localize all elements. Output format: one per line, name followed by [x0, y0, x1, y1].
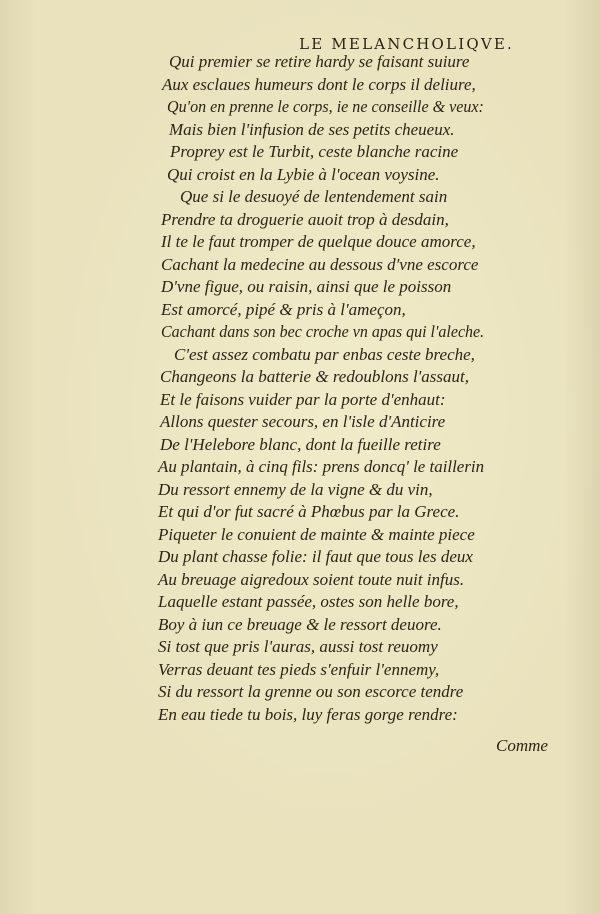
verse-line: En eau tiede tu bois, luy feras gorge rendre: — [158, 704, 458, 724]
verse-line: Prendre ta droguerie auoit trop à desdain, — [161, 209, 449, 229]
verse-line: Mais bien l'infusion de ses petits cheueux. — [169, 119, 455, 139]
verse-line: Aux esclaues humeurs dont le corps il deliure, — [162, 74, 476, 94]
verse-line: Qui croist en la Lybie à l'ocean voysine. — [167, 164, 440, 184]
verse-line: Au breuage aigredoux soient toute nuit infus. — [158, 569, 465, 589]
running-head: LE MELANCHOLIQVE. — [299, 35, 514, 53]
verse-line: Du plant chasse folie: il faut que tous les deux — [158, 547, 473, 566]
verse-line: Cachant dans son bec croche vn apas qui l'aleche. — [161, 322, 485, 341]
verse-line: Changeons la batterie & redoublons l'assaut, — [160, 367, 470, 386]
verse-line: Si du ressort la grenne ou son escorce tendre — [158, 682, 464, 701]
verse-line: Du ressort ennemy de la vigne & du vin, — [158, 479, 433, 499]
verse-line: Allons quester secours, en l'isle d'Anticire — [160, 412, 446, 431]
verse-line: C'est assez combatu par enbas ceste breche, — [174, 344, 475, 364]
verse-line: Qui premier se retire hardy se faisant suiure — [169, 52, 470, 71]
verse-line: Est amorcé, pipé & pris à l'ameçon, — [161, 299, 406, 319]
verse-line: Que si le desuoyé de lentendement sain — [180, 187, 448, 206]
verse-line: Et le faisons vuider par la porte d'enhaut: — [160, 389, 446, 409]
verse-line: Piqueter le conuient de mainte & mainte piece — [158, 524, 475, 544]
verse-line: De l'Helebore blanc, dont la fueille retire — [160, 434, 441, 454]
verse-line: Proprey est le Turbit, ceste blanche racine — [170, 142, 459, 161]
verse-line: Il te le faut tromper de quelque douce amorce, — [161, 232, 476, 251]
verse-line: Au plantain, à cinq fils: prens doncq' le taillerin — [158, 457, 485, 476]
verse-line: Qu'on en prenne le corps, ie ne conseille & veux: — [167, 97, 484, 116]
verse-line: Laquelle estant passée, ostes son helle bore, — [158, 592, 459, 611]
verse-line: Verras deuant tes pieds s'enfuir l'ennemy, — [158, 659, 440, 679]
verse-line: Cachant la medecine au dessous d'vne escorce — [161, 254, 479, 274]
catchword: Comme — [496, 736, 548, 755]
verse-line: D'vne figue, ou raisin, ainsi que le poisson — [161, 277, 452, 296]
verse-line: Et qui d'or fut sacré à Phœbus par la Grece. — [158, 502, 460, 521]
verse-line: Boy à iun ce breuage & le ressort deuore. — [158, 614, 442, 634]
verse-line: Si tost que pris l'auras, aussi tost reuomy — [158, 637, 438, 656]
